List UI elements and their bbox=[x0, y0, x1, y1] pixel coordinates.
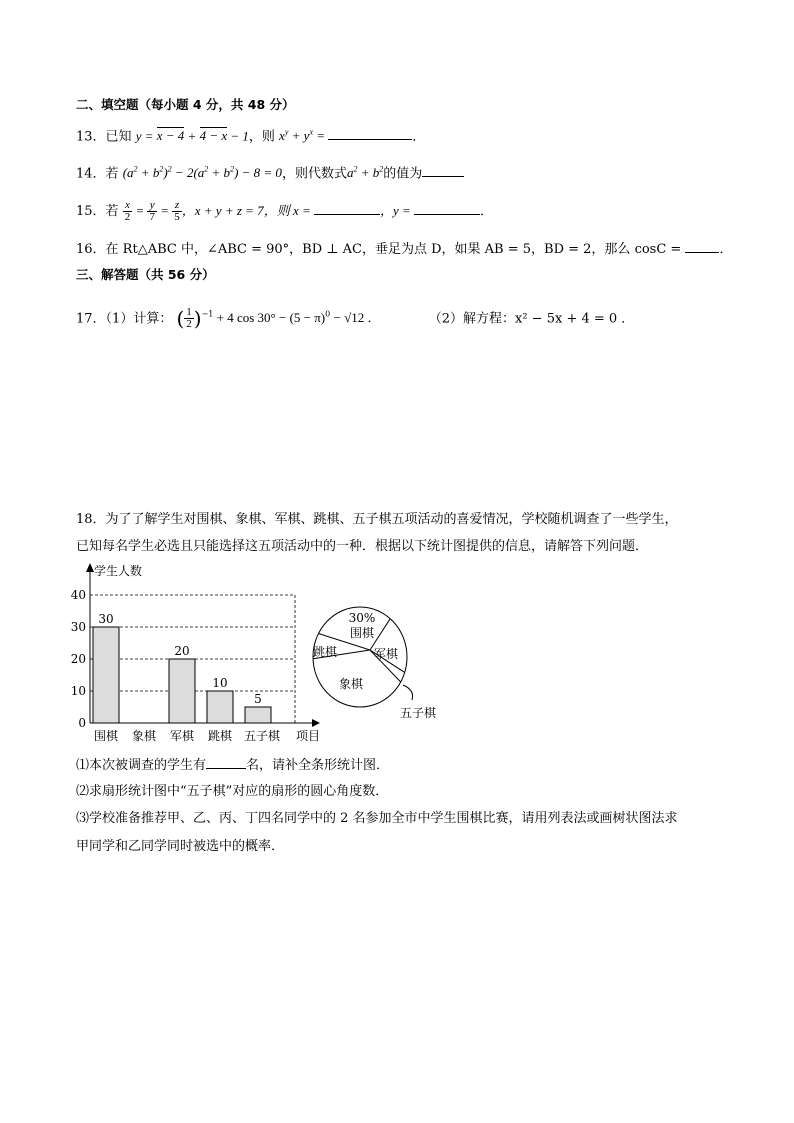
pie-label-tiaoqi: 跳棋 bbox=[313, 645, 338, 659]
pie-label-xiangqi: 象棋 bbox=[338, 677, 364, 691]
question-18-sub-3b: 甲同学和乙同学同时被选中的概率． bbox=[76, 839, 285, 854]
question-18-line-2: 已知每名学生必选且只能选择这五项活动中的一种．根据以下统计图提供的信息，请解答下列问题． bbox=[76, 539, 649, 554]
question-13: 13．已知 y = x − 4 + 4 − x − 1，则 $x^y + y^x$ = ． bbox=[76, 128, 426, 145]
fraction: $\frac{x}{2}$ bbox=[124, 199, 131, 223]
pie-label-weiqi: 围棋 bbox=[349, 626, 375, 640]
pie-chart bbox=[300, 600, 460, 730]
bar-chart bbox=[60, 558, 340, 748]
question-17-part-2: （2）解方程：x² − 5x + 4 = 0 ． bbox=[428, 311, 635, 327]
expression: ( $\frac{1}{2}$ )$^{-1}$ + 4 $\cos 30^\circ - (5 - \pi)^0 - √12$ ． bbox=[176, 306, 381, 331]
bar-value-label: 20 bbox=[174, 644, 190, 658]
question-18-line-1: 18．为了了解学生对围棋、象棋、军棋、跳棋、五子棋五项活动的喜爱情况，学校随机调查了一些学生， bbox=[76, 512, 678, 527]
y-tick-label: 30 bbox=[70, 620, 86, 634]
pie-label-junqi: 军棋 bbox=[373, 647, 399, 661]
answer-blank[interactable] bbox=[206, 756, 246, 769]
pie-leader-line bbox=[403, 685, 413, 700]
category-label: 军棋 bbox=[169, 729, 195, 743]
answer-blank-y[interactable] bbox=[414, 202, 480, 215]
fraction: $\frac{1}{2}$ bbox=[186, 306, 192, 331]
bar-跳棋 bbox=[207, 691, 233, 723]
question-number: 17．（1）计算： bbox=[76, 311, 173, 327]
answer-blank[interactable] bbox=[328, 127, 412, 140]
x-axis-label: 项目 bbox=[296, 729, 321, 743]
bar-五子棋 bbox=[245, 707, 271, 723]
question-15: 15．若 $\frac{x}{2}$ = $\frac{y}{7}$ = $\frac{z}{5}$ ，x + y + z = 7，则 x = ，y = ． bbox=[76, 199, 494, 223]
fraction: $\frac{y}{7}$ bbox=[149, 199, 155, 223]
fraction: $\frac{z}{5}$ bbox=[174, 199, 180, 223]
question-number: 13． bbox=[76, 129, 106, 145]
answer-blank[interactable] bbox=[685, 240, 719, 253]
question-17 bbox=[76, 306, 634, 330]
y-axis-arrow bbox=[86, 563, 94, 572]
answer-blank[interactable] bbox=[422, 164, 464, 177]
y-axis-label: 学生人数 bbox=[94, 564, 143, 578]
category-label: 象棋 bbox=[131, 729, 157, 743]
section-title-fill-blank: 二、填空题（每小题 4 分，共 48 分） bbox=[76, 97, 295, 112]
question-18-sub-3a: ⑶学校准备推荐甲、乙、丙、丁四名同学中的 2 名参加全市中学生围棋比赛，请用列表法或画树状图法求 bbox=[76, 811, 678, 826]
section-title-solve: 三、解答题（共 56 分） bbox=[76, 267, 215, 282]
question-number: 15． bbox=[76, 204, 106, 219]
bar-军棋 bbox=[169, 659, 195, 723]
pie-label-wuziqi: 五子棋 bbox=[399, 706, 437, 720]
pie-percent-label: 30% bbox=[348, 611, 376, 625]
question-18-sub-1: ⑴本次被调查的学生有 名，请补全条形统计图． bbox=[76, 758, 390, 773]
question-number: 16． bbox=[76, 242, 106, 257]
category-label: 围棋 bbox=[93, 729, 119, 743]
category-label: 跳棋 bbox=[207, 729, 233, 743]
question-18-sub-2: ⑵求扇形统计图中“五子棋”对应的扇形的圆心角度数． bbox=[76, 784, 389, 799]
answer-blank-x[interactable] bbox=[314, 202, 380, 215]
bar-围棋 bbox=[93, 627, 119, 723]
y-tick-label: 40 bbox=[70, 588, 86, 602]
y-tick-label: 0 bbox=[78, 716, 86, 730]
y-tick-label: 20 bbox=[70, 652, 86, 666]
equation: $(a^2 + b^2)^2 - 2(a^2 + b^2) - 8 = 0$ bbox=[122, 165, 282, 181]
bar-value-label: 5 bbox=[254, 692, 262, 706]
y-tick-label: 10 bbox=[70, 684, 86, 698]
question-number: 14． bbox=[76, 166, 106, 182]
category-label: 五子棋 bbox=[243, 729, 281, 743]
question-14: 14．若 $(a^2 + b^2)^2 - 2(a^2 + b^2) - 8 = 0$，则代数式$a^2 + b^2$的值为 bbox=[76, 161, 464, 183]
question-16: 16．在 Rt△ABC 中，∠ABC = 90°，BD ⊥ AC，垂足为点 D，如果 AB = 5，BD = 2，那么 cosC = ． bbox=[76, 242, 733, 257]
bar-value-label: 10 bbox=[212, 676, 228, 690]
equation: y = x − 4 + 4 − x − 1 bbox=[135, 128, 249, 144]
bar-value-label: 30 bbox=[98, 612, 114, 626]
